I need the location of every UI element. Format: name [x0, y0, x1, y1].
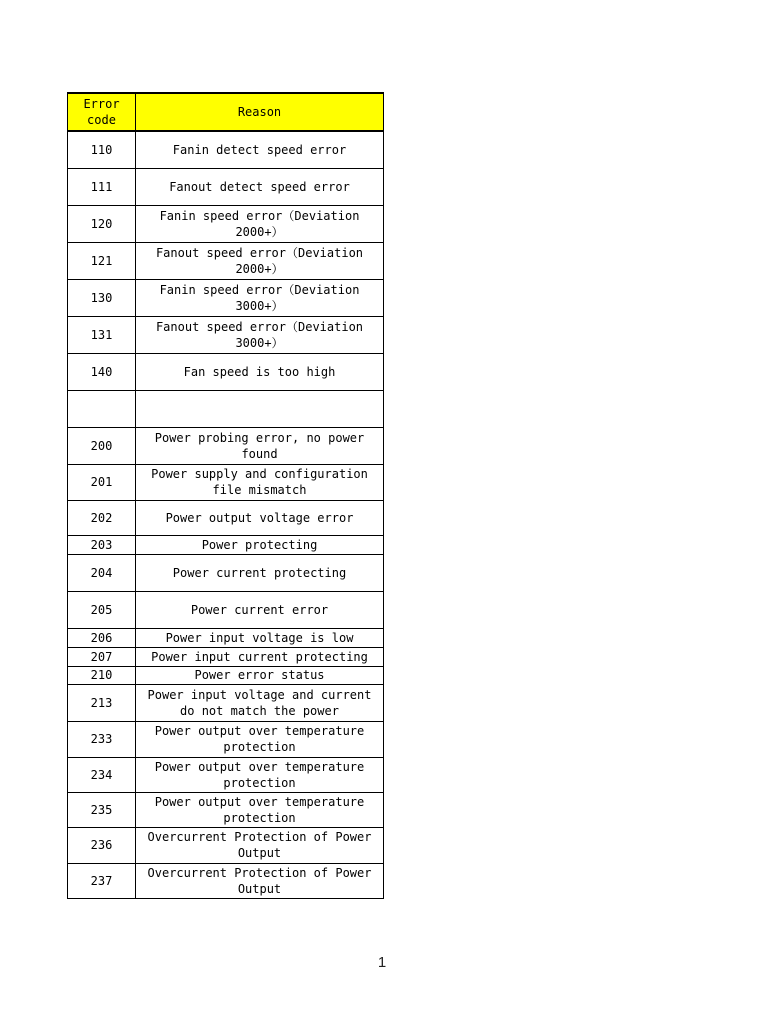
error-code-cell: 110: [68, 131, 136, 168]
reason-cell: Fanin speed error（Deviation 3000+）: [136, 279, 384, 316]
header-reason: Reason: [136, 93, 384, 131]
table-row: [68, 279, 384, 316]
reason-cell: Overcurrent Protection of Power Output: [136, 827, 384, 863]
table-row: [68, 131, 384, 168]
reason-cell: Power output over temperature protection: [136, 721, 384, 757]
table-row: [68, 205, 384, 242]
table-row: [68, 647, 384, 666]
error-code-cell: 234: [68, 757, 136, 792]
reason-cell: Power output voltage error: [136, 500, 384, 535]
reason-cell: Power output over temperature protection: [136, 792, 384, 827]
table-row: [68, 721, 384, 757]
reason-cell: Fan speed is too high: [136, 353, 384, 390]
error-code-cell: 131: [68, 316, 136, 353]
table-row: [68, 168, 384, 205]
error-code-cell: 207: [68, 647, 136, 666]
table-row: [68, 242, 384, 279]
table-row: [68, 353, 384, 390]
error-code-cell: 237: [68, 863, 136, 898]
table-row-empty: [68, 390, 384, 427]
error-code-cell: 120: [68, 205, 136, 242]
error-code-cell: 236: [68, 827, 136, 863]
error-code-cell: 235: [68, 792, 136, 827]
error-code-cell: 203: [68, 535, 136, 554]
error-code-cell: 202: [68, 500, 136, 535]
reason-cell: Power protecting: [136, 535, 384, 554]
reason-cell: Power input current protecting: [136, 647, 384, 666]
table-row: [68, 684, 384, 721]
reason-cell: Fanout detect speed error: [136, 168, 384, 205]
error-code-cell: 140: [68, 353, 136, 390]
table-row: [68, 591, 384, 628]
reason-cell: Fanout speed error（Deviation 3000+）: [136, 316, 384, 353]
reason-cell: Power input voltage is low: [136, 628, 384, 647]
reason-cell: Power output over temperature protection: [136, 757, 384, 792]
reason-cell: Power current protecting: [136, 554, 384, 591]
error-code-cell: 130: [68, 279, 136, 316]
error-code-cell: 201: [68, 464, 136, 500]
error-code-cell: 111: [68, 168, 136, 205]
error-code-cell: 204: [68, 554, 136, 591]
table-row: [68, 427, 384, 464]
table-row: [68, 554, 384, 591]
error-code-cell: 200: [68, 427, 136, 464]
page-number: 1: [377, 954, 387, 971]
header-error-code: Error code: [68, 93, 136, 131]
error-code-cell: 121: [68, 242, 136, 279]
reason-cell: Overcurrent Protection of Power Output: [136, 863, 384, 898]
error-code-cell: 205: [68, 591, 136, 628]
table-row: [68, 792, 384, 827]
table-row: [68, 464, 384, 500]
table-row: [68, 757, 384, 792]
reason-cell: Power current error: [136, 591, 384, 628]
reason-cell: Fanin speed error（Deviation 2000+）: [136, 205, 384, 242]
reason-cell: Power input voltage and current do not match the power: [136, 684, 384, 721]
reason-cell: Power supply and configuration file mismatch: [136, 464, 384, 500]
table-row: [68, 316, 384, 353]
error-code-cell: 213: [68, 684, 136, 721]
reason-cell: Power probing error, no power found: [136, 427, 384, 464]
reason-cell: Fanin detect speed error: [136, 131, 384, 168]
error-code-cell: 233: [68, 721, 136, 757]
table-row: [68, 666, 384, 684]
reason-cell: Fanout speed error（Deviation 2000+）: [136, 242, 384, 279]
error-code-cell: 206: [68, 628, 136, 647]
reason-cell: Power error status: [136, 666, 384, 684]
error-code-cell: [68, 390, 136, 427]
table-row: [68, 535, 384, 554]
table-row: [68, 628, 384, 647]
error-code-table: [67, 92, 384, 899]
table-row: [68, 500, 384, 535]
error-code-cell: 210: [68, 666, 136, 684]
table-row: [68, 863, 384, 898]
reason-cell: [136, 390, 384, 427]
table-row: [68, 827, 384, 863]
table-header-row: [68, 93, 384, 131]
